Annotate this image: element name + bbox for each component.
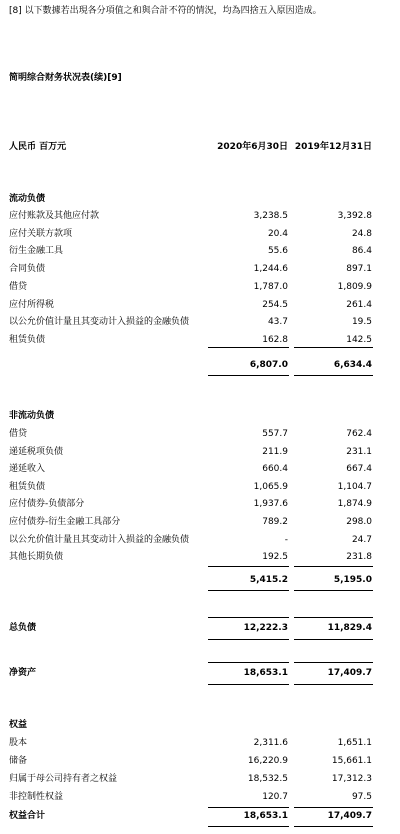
row-value-2019: 1,874.9 [337,499,372,509]
row-label: 应付账款及其他应付款 [9,211,100,221]
equity-total-rule-top-2 [294,807,373,808]
equity-total-rule-top-1 [208,807,289,808]
net-assets-rule-bottom-1 [208,684,289,685]
row-label: 租赁负债 [9,335,46,345]
total-liabilities-rule-top-1 [208,617,289,618]
subtotal-rule-2 [294,347,373,348]
total-rule-1 [208,375,289,376]
row-value-2020: 1,787.0 [253,282,288,292]
row-value-2019: 17,312.3 [331,774,372,784]
total-liabilities-rule-bottom-1 [208,639,289,640]
row-label: 合同负债 [9,264,46,274]
row-label: 以公允价值计量且其变动计入损益的金融负债 [9,317,190,327]
row-value-2019: 897.1 [346,264,372,274]
row-label: 应付所得税 [9,300,55,310]
noncurrent-liabilities-total-2019: 5,195.0 [333,575,372,585]
row-value-2020: 1,065.9 [253,482,288,492]
row-value-2020: 55.6 [267,246,288,256]
row-value-2019: 261.4 [346,300,372,310]
current-liabilities-total-2019: 6,634.4 [333,360,372,370]
row-value-2020: 1,937.6 [253,499,288,509]
row-label: 应付债券-负债部分 [9,499,85,509]
total-liabilities-2020: 12,222.3 [243,623,288,633]
row-value-2020: 660.4 [262,464,288,474]
total-liabilities-label: 总负债 [9,623,37,633]
net-assets-2019: 17,409.7 [327,668,372,678]
net-assets-rule-top-2 [294,662,373,663]
row-label: 应付关联方款项 [9,229,73,239]
net-assets-2020: 18,653.1 [243,668,288,678]
net-assets-rule-top-1 [208,662,289,663]
subtotal-rule-4 [294,566,373,567]
row-value-2019: 24.7 [351,535,372,545]
row-label: 递延收入 [9,464,46,474]
row-value-2020: 789.2 [262,517,288,527]
row-label: 应付债券-衍生金融工具部分 [9,517,121,527]
noncurrent-liabilities-total-2020: 5,415.2 [249,575,288,585]
row-value-2020: 1,244.6 [253,264,288,274]
section-heading-current-liabilities: 流动负债 [9,194,46,204]
row-value-2020: 557.7 [262,429,288,439]
row-label: 以公允价值计量且其变动计入损益的金融负债 [9,535,190,545]
row-value-2020: 192.5 [262,552,288,562]
net-assets-rule-bottom-2 [294,684,373,685]
row-value-2019: 3,392.8 [337,211,372,221]
net-assets-label: 净资产 [9,668,37,678]
total-equity-2019: 17,409.7 [327,811,372,821]
total-equity-2020: 18,653.1 [243,811,288,821]
total-rule-2 [294,375,373,376]
row-value-2019: 142.5 [346,335,372,345]
statement-title: 简明综合财务状况表(续)[9] [9,73,122,83]
row-value-2019: 19.5 [351,317,372,327]
current-liabilities-total-2020: 6,807.0 [249,360,288,370]
section-heading-noncurrent-liabilities: 非流动负债 [9,411,55,421]
row-value-2019: 762.4 [346,429,372,439]
row-label: 储备 [9,756,28,766]
row-label: 衍生金融工具 [9,246,64,256]
total-rule-3 [208,590,289,591]
row-value-2020: 211.9 [262,447,288,457]
row-value-2020: 254.5 [262,300,288,310]
equity-total-rule-bottom-1 [208,826,289,827]
row-value-2020: 2,311.6 [253,738,288,748]
total-rule-4 [294,590,373,591]
row-value-2020: 3,238.5 [253,211,288,221]
row-label: 借贷 [9,429,28,439]
row-value-2020: 16,220.9 [247,756,288,766]
column-header-2020: 2020年6月30日 [217,142,288,152]
row-value-2020: 20.4 [267,229,288,239]
row-label: 借贷 [9,282,28,292]
equity-total-rule-bottom-2 [294,826,373,827]
row-value-2019: 97.5 [351,792,372,802]
row-label: 递延税项负债 [9,447,64,457]
row-value-2020: 162.8 [262,335,288,345]
total-liabilities-2019: 11,829.4 [327,623,372,633]
total-liabilities-rule-bottom-2 [294,639,373,640]
subtotal-rule-3 [208,566,289,567]
row-value-2019: 15,661.1 [331,756,372,766]
total-liabilities-rule-top-2 [294,617,373,618]
row-value-2020: 43.7 [267,317,288,327]
row-value-2019: 231.8 [346,552,372,562]
row-label: 非控制性权益 [9,792,64,802]
section-heading-equity: 权益 [9,720,28,730]
row-value-2019: 298.0 [346,517,372,527]
row-value-2019: 86.4 [351,246,372,256]
row-value-2019: 231.1 [346,447,372,457]
row-label: 股本 [9,738,28,748]
footnote: [8] 以下數據若出現各分項值之和與合計不符的情況，均為四捨五入原因造成。 [9,6,322,16]
row-value-2020: - [284,535,288,545]
row-value-2019: 1,809.9 [337,282,372,292]
subtotal-rule-1 [208,347,289,348]
row-value-2019: 1,651.1 [337,738,372,748]
row-value-2019: 1,104.7 [337,482,372,492]
row-label: 归属于母公司持有者之权益 [9,774,118,784]
row-value-2019: 24.8 [351,229,372,239]
row-value-2019: 667.4 [346,464,372,474]
row-value-2020: 120.7 [262,792,288,802]
total-equity-label: 权益合计 [9,811,46,821]
row-label: 其他长期负债 [9,552,64,562]
currency-unit-label: 人民币 百万元 [9,142,67,152]
column-header-2019: 2019年12月31日 [294,142,372,152]
row-label: 租赁负债 [9,482,46,492]
row-value-2020: 18,532.5 [247,774,288,784]
